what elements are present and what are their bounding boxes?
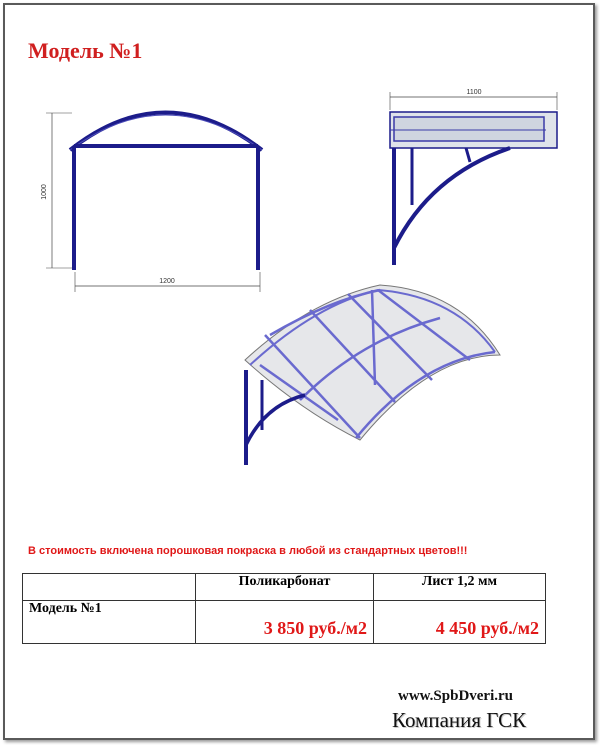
website-link[interactable]: www.SpbDveri.ru <box>398 688 514 704</box>
front-width-dimension: 1200 <box>159 278 175 285</box>
company-name: Компания ГСК <box>392 708 527 732</box>
header-empty-cell <box>23 574 196 601</box>
side-width-dimension: 1100 <box>466 89 482 96</box>
isometric-view-drawing <box>245 285 500 465</box>
page-title: Модель №1 <box>28 38 143 63</box>
front-height-dimension: 1000 <box>41 184 48 200</box>
header-sheet: Лист 1,2 мм <box>374 574 546 601</box>
row-label: Модель №1 <box>23 601 196 644</box>
header-polycarbonate: Поликарбонат <box>196 574 374 601</box>
polycarbonate-price: 3 850 руб./м2 <box>196 601 374 644</box>
front-view-drawing <box>41 113 262 293</box>
sheet-price: 4 450 руб./м2 <box>374 601 546 644</box>
price-table <box>22 573 546 644</box>
price-notice: В стоимость включена порошковая покраска в любой из стандартных цветов!!! <box>28 545 468 557</box>
table-row <box>23 601 546 644</box>
side-view-drawing <box>390 89 557 265</box>
table-header-row <box>23 574 546 601</box>
